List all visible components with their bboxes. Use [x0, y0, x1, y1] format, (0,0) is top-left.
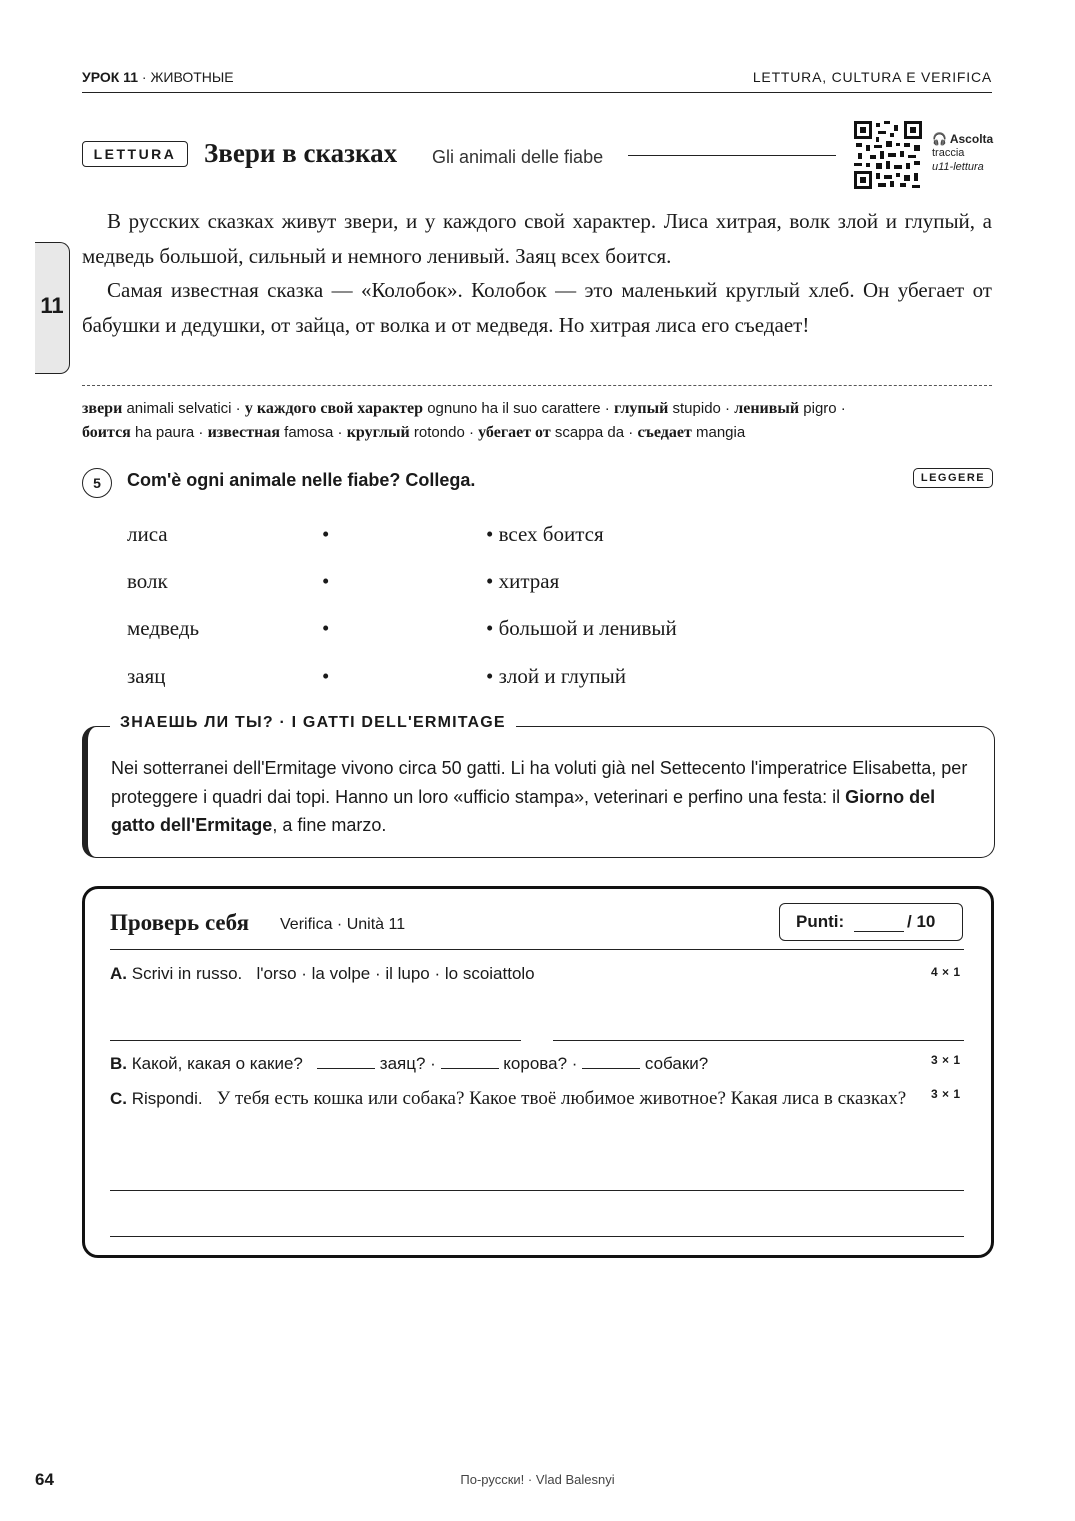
headphones-icon: 🎧	[932, 132, 947, 146]
answer-line[interactable]	[553, 1040, 964, 1041]
lesson-topic: ЖИВОТНЫЕ	[150, 69, 234, 85]
page-number: 64	[35, 1470, 54, 1489]
answer-blank[interactable]	[441, 1052, 499, 1069]
reading-paragraph: Самая известная сказка — «Колобок». Колобок — это маленький круглый хлеб. Он убегает от бабушки и дедушки, от зайца, от волка и от медведя. Но хитрая лиса его съедает!	[82, 278, 992, 337]
answer-line[interactable]	[110, 1040, 521, 1041]
reading-paragraph: В русских сказках живут звери, и у каждого свой характер. Лиса хитрая, волк злой и глупый, а медведь большой, сильный и немного ленивый. Заяц всех боится.	[82, 209, 992, 268]
match-right-item[interactable]: • хитрая	[486, 569, 560, 593]
audio-label: Ascolta	[949, 132, 994, 146]
lettura-badge: LETTURA	[82, 141, 188, 167]
audio-info	[932, 132, 993, 174]
info-box-title: ЗНАЕШЬ ЛИ ТЫ? · I GATTI DELL'ERMITAGE	[110, 714, 516, 732]
match-dot[interactable]: •	[322, 569, 330, 593]
task-c-score: 3 × 1	[931, 1087, 961, 1101]
lesson-number: УРОК 11	[82, 69, 138, 85]
info-box-text: Nei sotterranei dell'Ermitage vivono circa 50 gatti. Li ha voluti già nel Settecento l'imperatrice Elisabetta, per proteggere i quadri dai topi. Hanno un loro «ufficio stampa», veterinari e perfino una festa: il Giorno del gatto dell'Ermitage, a fine marzo.	[111, 758, 968, 835]
score-total: / 10	[907, 912, 936, 931]
score-label: Punti:	[796, 912, 845, 931]
task-b-score: 3 × 1	[931, 1053, 961, 1067]
chapter-number: 11	[40, 293, 64, 318]
task-c: C. Rispondi. У тебя есть кошка или собака? Какое твоё любимое животное? Какая лиса в сказках?	[110, 1088, 907, 1109]
qr-code[interactable]	[854, 121, 922, 189]
match-right-item[interactable]: • всех боится	[486, 522, 604, 546]
match-left-item[interactable]: заяц	[127, 664, 166, 688]
match-right-item[interactable]: • большой и ленивый	[486, 616, 677, 640]
match-right-item[interactable]: • злой и глупый	[486, 664, 626, 688]
match-dot[interactable]: •	[322, 616, 330, 640]
task-a-score: 4 × 1	[931, 965, 961, 979]
section-label: LETTURA, CULTURA E VERIFICA	[752, 69, 992, 85]
glossary: звери animali selvatici · у каждого свой характер ognuno ha il suo carattere · глупый stupido · ленивый pigro · боится ha paura · известная famosa · круглый rotondo · убегает от scappa da · съедает mangia	[82, 400, 846, 441]
score-box[interactable]	[779, 903, 963, 941]
answer-line[interactable]	[110, 1190, 964, 1191]
verifica-subtitle: Verifica · Unità 11	[280, 916, 406, 933]
audio-line: traccia	[932, 147, 965, 159]
score-blank[interactable]	[854, 931, 904, 932]
page-header	[82, 68, 992, 93]
answer-line[interactable]	[110, 1236, 964, 1237]
lesson-label: УРОК 11 · ЖИВОТНЫЕ	[82, 69, 234, 85]
exercise-question: Com'è ogni animale nelle fiabe? Collega.	[127, 470, 476, 490]
skill-badge: LEGGERE	[913, 468, 993, 488]
chapter-tab	[35, 242, 70, 374]
match-dot[interactable]: •	[322, 664, 330, 688]
audio-track: u11-lettura	[932, 161, 984, 173]
answer-blank[interactable]	[582, 1052, 640, 1069]
match-left-item[interactable]: лиса	[127, 522, 168, 546]
task-b: B. Какой, какая о какие? заяц? · корова? · собаки?	[110, 1054, 709, 1073]
verifica-rule	[110, 949, 964, 950]
footer-credit: По-русски! · Vlad Balesnyi	[460, 1472, 615, 1487]
match-dot[interactable]: •	[322, 522, 330, 546]
reading-text	[82, 204, 992, 342]
glossary-divider	[82, 385, 992, 386]
exercise-number: 5	[82, 468, 112, 498]
verifica-title: Проверь себя	[110, 910, 250, 935]
task-a: A. Scrivi in russo. l'orso · la volpe · il lupo · lo scoiattolo	[110, 964, 535, 983]
reading-title: Звери в сказках	[204, 138, 398, 168]
match-left-item[interactable]: медведь	[127, 616, 200, 640]
match-left-item[interactable]: волк	[127, 569, 168, 593]
title-rule	[628, 155, 836, 156]
answer-blank[interactable]	[317, 1052, 375, 1069]
reading-subtitle: Gli animali delle fiabe	[432, 147, 604, 167]
